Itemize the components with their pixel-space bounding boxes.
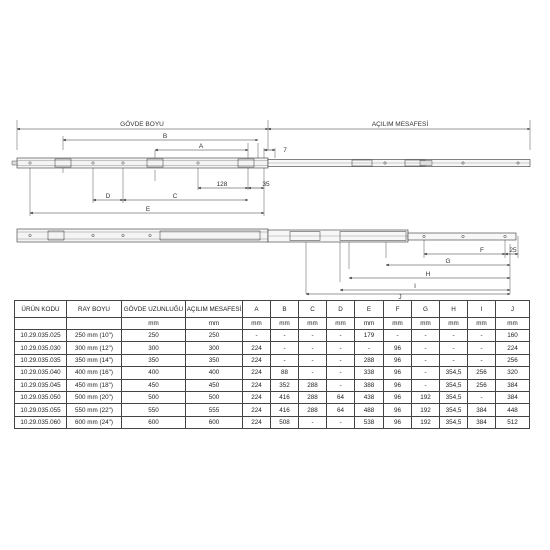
table-cell: 300 (186, 342, 243, 354)
table-cell: 448 (496, 404, 530, 416)
table-cell: 256 (468, 367, 496, 379)
table-cell: - (271, 354, 299, 366)
table-cell: 438 (355, 391, 384, 403)
table-cell: 354,5 (440, 379, 468, 391)
table-cell: 384 (496, 379, 530, 391)
table-header-cell: A (243, 301, 271, 318)
table-cell: 338 (355, 367, 384, 379)
table-cell: - (299, 330, 327, 342)
table-cell: 256 (496, 354, 530, 366)
table-row (15, 330, 530, 342)
table-cell: - (327, 379, 355, 391)
table-cell: 388 (355, 379, 384, 391)
table-cell: 512 (496, 416, 530, 428)
table-cell: 64 (327, 404, 355, 416)
table-cell: 10.29.035.035 (15, 354, 67, 366)
table-cell: - (412, 354, 440, 366)
table-unit-cell: mm (412, 318, 440, 330)
table-cell: 300 (122, 342, 186, 354)
table-cell: 350 (186, 354, 243, 366)
table-cell: - (299, 416, 327, 428)
table-header-cell: H (440, 301, 468, 318)
dimension-labels (106, 119, 517, 300)
rail-extension-bottom (268, 230, 516, 242)
table-cell: 10.29.035.040 (15, 367, 67, 379)
table-cell: 288 (299, 391, 327, 403)
dim-35-label: 35 (262, 181, 270, 188)
dim-h-label: H (425, 271, 431, 278)
table-cell: 192 (412, 416, 440, 428)
table-cell: 10.29.035.055 (15, 404, 67, 416)
table-cell: 384 (468, 416, 496, 428)
table-cell: 224 (243, 416, 271, 428)
table-cell: 600 (122, 416, 186, 428)
table-header-cell: E (355, 301, 384, 318)
table-unit-cell (15, 318, 67, 330)
rail-extension-top (268, 160, 530, 167)
table-cell: - (271, 330, 299, 342)
table-cell: 10.29.035.025 (15, 330, 67, 342)
table-row (15, 404, 530, 416)
table-unit-cell: mm (468, 318, 496, 330)
table-cell: 250 (186, 330, 243, 342)
table-unit-cell: mm (122, 318, 186, 330)
table-cell: 354,5 (440, 367, 468, 379)
table-cell: 10.29.035.045 (15, 379, 67, 391)
table-unit-cell: mm (440, 318, 468, 330)
rail-body-bottom (17, 229, 268, 242)
table-cell: 96 (384, 391, 412, 403)
table-cell: 384 (496, 391, 530, 403)
table-cell: 96 (384, 379, 412, 391)
table-cell: - (299, 367, 327, 379)
table-unit-cell: mm (496, 318, 530, 330)
table-cell: 384 (468, 404, 496, 416)
table-cell: - (327, 416, 355, 428)
table-cell: 538 (355, 416, 384, 428)
table-cell: 550 mm (22") (67, 404, 122, 416)
table-header-cell: AÇILIM MESAFESİ (186, 301, 243, 318)
table-cell: 400 mm (16") (67, 367, 122, 379)
table-cell: - (299, 354, 327, 366)
table-header-row (15, 301, 530, 318)
dim-128-label: 128 (216, 181, 228, 188)
table-unit-cell: mm (355, 318, 384, 330)
table-header-cell: I (468, 301, 496, 318)
table-cell: 10.29.035.050 (15, 391, 67, 403)
table-cell: 416 (271, 391, 299, 403)
table-cell: - (299, 342, 327, 354)
table-row (15, 367, 530, 379)
table-cell: - (440, 330, 468, 342)
table-cell: 300 mm (12") (67, 342, 122, 354)
table-cell: 224 (243, 379, 271, 391)
opening-distance-label: AÇILIM MESAFESİ (371, 121, 429, 128)
table-header-cell: GÖVDE UZUNLUĞU (122, 301, 186, 318)
table-cell: - (355, 342, 384, 354)
table-cell: - (468, 354, 496, 366)
table-cell: 10.29.035.030 (15, 342, 67, 354)
table-header-cell: J (496, 301, 530, 318)
table-unit-cell (67, 318, 122, 330)
table-cell: 450 (186, 379, 243, 391)
table-unit-cell: mm (271, 318, 299, 330)
table-cell: 350 mm (14") (67, 354, 122, 366)
table-cell: - (327, 354, 355, 366)
table-cell: 224 (496, 342, 530, 354)
body-length-label: GÖVDE BOYU (120, 121, 164, 128)
dim-e-label: E (145, 206, 151, 213)
dim-25-label: 25 (509, 247, 517, 254)
table-cell: 250 (122, 330, 186, 342)
table-cell: - (412, 342, 440, 354)
table-cell: - (468, 330, 496, 342)
table-cell: - (468, 391, 496, 403)
table-cell: 400 (122, 367, 186, 379)
table-cell: 179 (355, 330, 384, 342)
table-cell: - (271, 342, 299, 354)
table-cell: 96 (384, 342, 412, 354)
table-cell: - (440, 342, 468, 354)
table-cell: 96 (384, 404, 412, 416)
dim-a-label: A (198, 143, 204, 150)
table-cell: 500 mm (20") (67, 391, 122, 403)
table-cell: 416 (271, 404, 299, 416)
table-header-cell: D (327, 301, 355, 318)
table-header-cell: ÜRÜN KODU (15, 301, 67, 318)
table-cell: 192 (412, 391, 440, 403)
table-cell: 224 (243, 404, 271, 416)
table-cell: 288 (355, 354, 384, 366)
table-cell: - (468, 342, 496, 354)
table-cell: - (440, 354, 468, 366)
table-cell: 160 (496, 330, 530, 342)
table-cell: - (243, 330, 271, 342)
dim-7-label: 7 (283, 147, 287, 154)
table-cell: 64 (327, 391, 355, 403)
table-row (15, 342, 530, 354)
table-cell: - (327, 330, 355, 342)
table-cell: - (327, 367, 355, 379)
table-cell: 288 (299, 379, 327, 391)
table-cell: 224 (243, 367, 271, 379)
dim-j-label: J (398, 294, 402, 300)
table-cell: 96 (384, 367, 412, 379)
table-units-row (15, 318, 530, 330)
table-cell: 354,5 (440, 416, 468, 428)
table-row (15, 354, 530, 366)
table-cell: 288 (299, 404, 327, 416)
table-cell: 354,5 (440, 404, 468, 416)
table-cell: - (412, 330, 440, 342)
table-header-cell: B (271, 301, 299, 318)
table-unit-cell: mm (243, 318, 271, 330)
dim-d-label: D (105, 193, 111, 200)
table-unit-cell: mm (186, 318, 243, 330)
table-header-cell: RAY BOYU (67, 301, 122, 318)
dimension-lines (17, 129, 530, 294)
table-unit-cell: mm (327, 318, 355, 330)
table-cell: 88 (271, 367, 299, 379)
table-cell: 508 (271, 416, 299, 428)
dim-f-label: F (480, 247, 484, 254)
table-cell: 224 (243, 354, 271, 366)
table-cell: 224 (243, 391, 271, 403)
table-cell: 96 (384, 354, 412, 366)
table-cell: 192 (412, 404, 440, 416)
table-cell: - (412, 379, 440, 391)
dim-b-label: B (162, 133, 168, 140)
table-cell: 488 (355, 404, 384, 416)
table-cell: 550 (122, 404, 186, 416)
table-cell: 224 (243, 342, 271, 354)
table-unit-cell: mm (384, 318, 412, 330)
table-cell: 96 (384, 416, 412, 428)
table-cell: 450 (122, 379, 186, 391)
table-cell: 400 (186, 367, 243, 379)
table-cell: 354,5 (440, 391, 468, 403)
specification-table (14, 300, 530, 429)
table-cell: - (384, 330, 412, 342)
table-cell: 555 (186, 404, 243, 416)
table-row (15, 391, 530, 403)
table-unit-cell: mm (299, 318, 327, 330)
table-cell: 600 (186, 416, 243, 428)
table-row (15, 379, 530, 391)
table-row (15, 416, 530, 428)
table-cell: 500 (186, 391, 243, 403)
table-cell: - (412, 367, 440, 379)
dim-i-label: I (414, 283, 416, 290)
table-cell: 256 (468, 379, 496, 391)
table-cell: 500 (122, 391, 186, 403)
table-header-cell: C (299, 301, 327, 318)
table-cell: 250 mm (10") (67, 330, 122, 342)
dim-c-label: C (172, 193, 178, 200)
dim-g-label: G (445, 258, 451, 265)
table-cell: 320 (496, 367, 530, 379)
table-cell: 350 (122, 354, 186, 366)
extension-lines (17, 120, 530, 294)
table-cell: - (327, 342, 355, 354)
table-header-cell: F (384, 301, 412, 318)
table-header-cell: G (412, 301, 440, 318)
table-cell: 352 (271, 379, 299, 391)
table-cell: 10.29.035.060 (15, 416, 67, 428)
table-cell: 600 mm (24") (67, 416, 122, 428)
table-cell: 450 mm (18") (67, 379, 122, 391)
rail-body-top (12, 158, 268, 168)
